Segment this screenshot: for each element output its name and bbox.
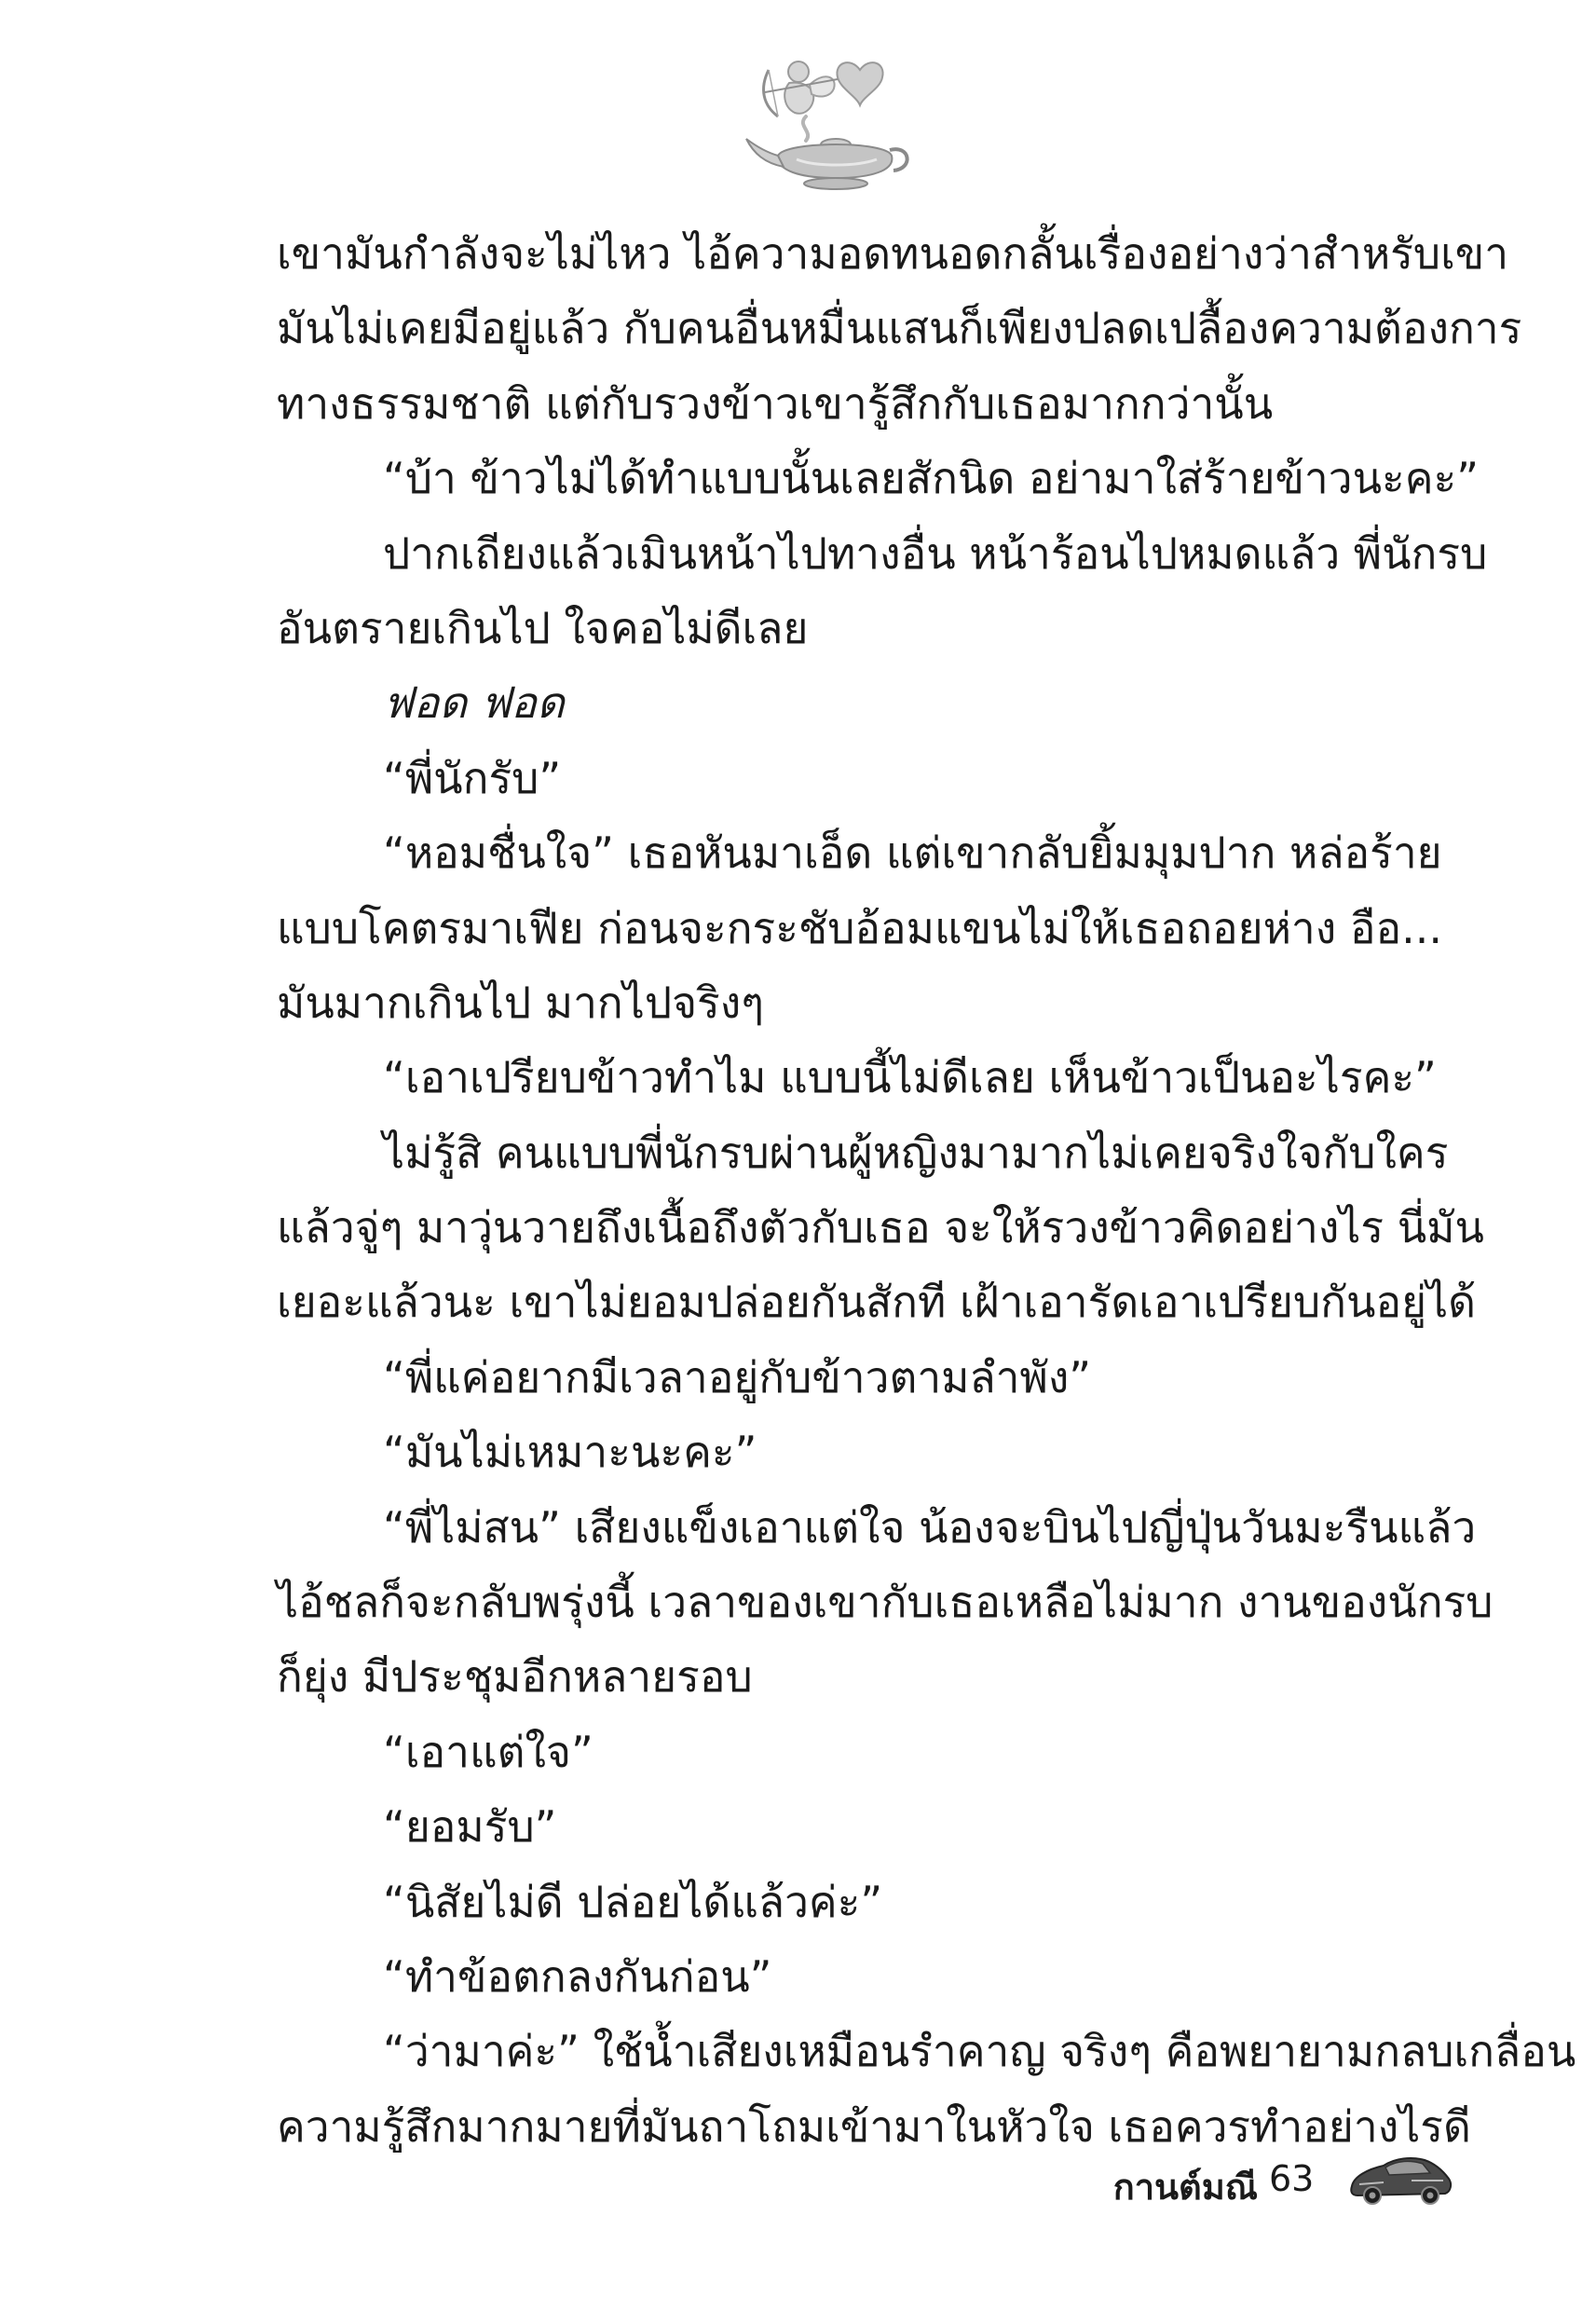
text-line: ก็ยุ่ง มีประชุมอีกหลายรอบ xyxy=(277,1651,753,1702)
body-text xyxy=(277,216,1576,2164)
page-number: 63 xyxy=(1269,2158,1315,2199)
text-line: มันไม่เคยมีอยู่แล้ว กับคนอื่นหมื่นแสนก็เพียงปลดเปลื้องความต้องการ xyxy=(277,303,1522,354)
text-line: ทางธรรมชาติ แต่กับรวงข้าวเขารู้สึกกับเธอมากกว่านั้น xyxy=(277,377,1274,429)
dialogue-line: “หอมชื่นใจ” เธอหันมาเอ็ด แต่เขากลับยิ้มมุมปาก หล่อร้าย xyxy=(383,827,1442,879)
dialogue-line: “พี่ไม่สน” เสียงแข็งเอาแต่ใจ น้องจะบินไปญี่ปุ่นวันมะรืนแล้ว xyxy=(383,1501,1477,1552)
dialogue-line: “ว่ามาค่ะ” ใช้น้ำเสียงเหมือนรำคาญ จริงๆ คือพยายามกลบเกลื่อน xyxy=(383,2026,1576,2077)
book-title: กานต์มณี xyxy=(1112,2167,1258,2208)
text-line: เขามันกำลังจะไม่ไหว ไอ้ความอดทนอดกลั้นเรื่องอย่างว่าสำหรับเขา xyxy=(277,228,1509,279)
text-line: แล้วจู่ๆ มาวุ่นวายถึงเนื้อถึงตัวกับเธอ จะให้รวงข้าวคิดอย่างไร นี่มัน xyxy=(277,1202,1484,1253)
dialogue-line: “นิสัยไม่ดี ปล่อยได้แล้วค่ะ” xyxy=(383,1876,883,1927)
dialogue-line: “พี่นักรับ” xyxy=(383,752,562,803)
dialogue-line: “เอาเปรียบข้าวทำไม แบบนี้ไม่ดีเลย เห็นข้าวเป็นอะไรคะ” xyxy=(383,1052,1437,1103)
magic-lamp-icon xyxy=(741,51,918,191)
text-line: ความรู้สึกมากมายที่มันถาโถมเข้ามาในหัวใจ เธอควรทำอย่างไรดี xyxy=(277,2100,1471,2152)
dialogue-line: “พี่แค่อยากมีเวลาอยู่กับข้าวตามลำพัง” xyxy=(383,1351,1092,1402)
text-line: มันมากเกินไป มากไปจริงๆ xyxy=(277,977,764,1028)
dialogue-line: “มันไม่เหมาะนะคะ” xyxy=(383,1427,757,1478)
text-line: ปากเถียงแล้วเมินหน้าไปทางอื่น หน้าร้อนไปหมดแล้ว พี่นักรบ xyxy=(383,527,1488,579)
dialogue-line: “ยอมรับ” xyxy=(383,1801,557,1853)
text-line: เยอะแล้วนะ เขาไม่ยอมปล่อยกันสักที เฝ้าเอารัดเอาเปรียบกันอยู่ได้ xyxy=(277,1277,1477,1328)
car-icon xyxy=(1346,2149,1453,2207)
dialogue-line: “ทำข้อตกลงกันก่อน” xyxy=(383,1950,772,2002)
text-line: ไม่รู้สิ คนแบบพี่นักรบผ่านผู้หญิงมามากไม่เคยจริงใจกับใคร xyxy=(383,1127,1449,1178)
page-footer xyxy=(1071,2149,1463,2214)
sound-effect-line: ฟอด ฟอด xyxy=(383,677,565,729)
dialogue-line: “เอาแต่ใจ” xyxy=(383,1726,593,1777)
text-line: ไอ้ชลก็จะกลับพรุ่งนี้ เวลาของเขากับเธอเหลือไม่มาก งานของนักรบ xyxy=(277,1577,1494,1628)
dialogue-line: “บ้า ข้าวไม่ได้ทำแบบนั้นเลยสักนิด อย่ามาใส่ร้ายข้าวนะคะ” xyxy=(383,453,1480,504)
text-line: อันตรายเกินไป ใจคอไม่ดีเลย xyxy=(277,602,809,653)
text-line: แบบโคตรมาเฟีย ก่อนจะกระชับอ้อมแขนไม่ให้เธอถอยห่าง อือ... xyxy=(277,902,1442,953)
